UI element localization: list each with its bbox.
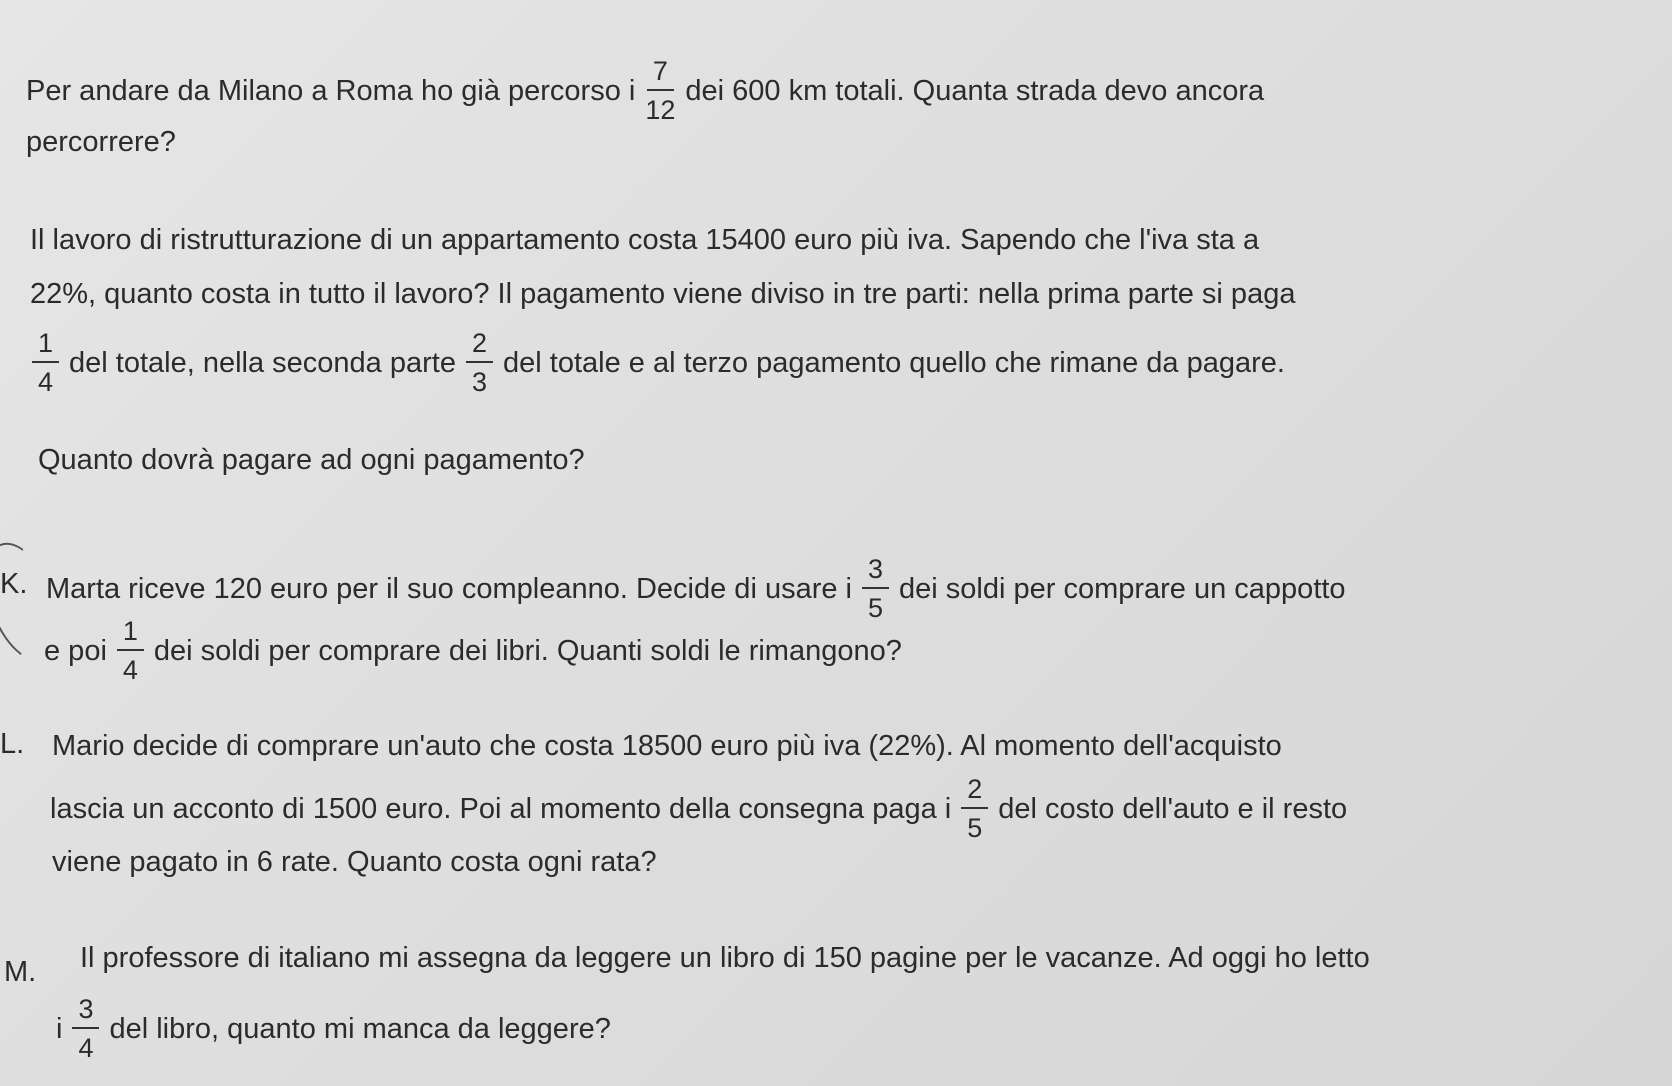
text: lascia un acconto di 1500 euro. Poi al momento della consegna paga i <box>50 792 952 825</box>
text: Mario decide di comprare un'auto che costa 18500 euro più iva (22%). Al momento dell'acquisto <box>52 730 1282 762</box>
problem-marker: K. <box>0 568 28 600</box>
fraction-3-4: $\frac{3}{4}$ <box>72 996 99 1062</box>
fraction-2-3: $\frac{2}{3}$ <box>466 330 493 396</box>
text: dei soldi per comprare dei libri. Quanti soldi le rimangono? <box>153 634 902 667</box>
problem-2-line-3 <box>22 330 1285 396</box>
problem-2-line-2 <box>30 280 1295 309</box>
text: del totale e al terzo pagamento quello che rimane da pagare. <box>503 346 1285 379</box>
problem-l-line-3 <box>52 848 657 877</box>
problem-marker: M. <box>4 956 37 988</box>
text: percorrere? <box>26 126 176 158</box>
problem-1-line-1 <box>26 58 1264 124</box>
problem-m-line-2 <box>56 996 611 1062</box>
text: viene pagato in 6 rate. Quanto costa ogni rata? <box>52 846 657 878</box>
fraction-1-4: $\frac{1}{4}$ <box>32 330 59 396</box>
text: i <box>56 1012 63 1045</box>
problem-l-line-2 <box>50 776 1347 842</box>
problem-k-line-2 <box>44 618 902 684</box>
text: e poi <box>44 634 107 667</box>
text: del libro, quanto mi manca da leggere? <box>109 1012 611 1045</box>
text: del totale, nella seconda parte <box>69 346 456 379</box>
fraction-3-5: $\frac{3}{5}$ <box>862 556 889 622</box>
problem-2-line-1 <box>30 226 1259 255</box>
text: Il lavoro di ristrutturazione di un appartamento costa 15400 euro più iva. Sapendo che l'iva sta a <box>30 224 1260 256</box>
text: Il professore di italiano mi assegna da leggere un libro di 150 pagine per le vacanze. Ad oggi ho letto <box>80 942 1370 974</box>
text: 22%, quanto costa in tutto il lavoro? Il pagamento viene diviso in tre parti: nella prima parte si paga <box>30 278 1296 310</box>
text: Quanto dovrà pagare ad ogni pagamento? <box>38 444 585 476</box>
fraction-2-5: $\frac{2}{5}$ <box>961 776 988 842</box>
text: dei soldi per comprare un cappotto <box>899 572 1346 605</box>
fraction-1-4: $\frac{1}{4}$ <box>117 618 144 684</box>
text: del costo dell'auto e il resto <box>998 792 1348 825</box>
problem-2-line-4 <box>38 446 585 475</box>
problem-marker: L. <box>0 728 25 760</box>
problem-l-line-1 <box>52 732 1282 761</box>
problem-m-line-1 <box>80 944 1370 973</box>
text: Per andare da Milano a Roma ho già percorso i <box>26 74 636 107</box>
problem-1-line-2 <box>26 128 176 157</box>
text: Marta riceve 120 euro per il suo compleanno. Decide di usare i <box>46 572 852 605</box>
fraction-7-12: $\frac{7}{12}$ <box>645 56 676 125</box>
problem-k-line-1 <box>46 556 1346 622</box>
text: dei 600 km totali. Quanta strada devo ancora <box>685 74 1265 107</box>
